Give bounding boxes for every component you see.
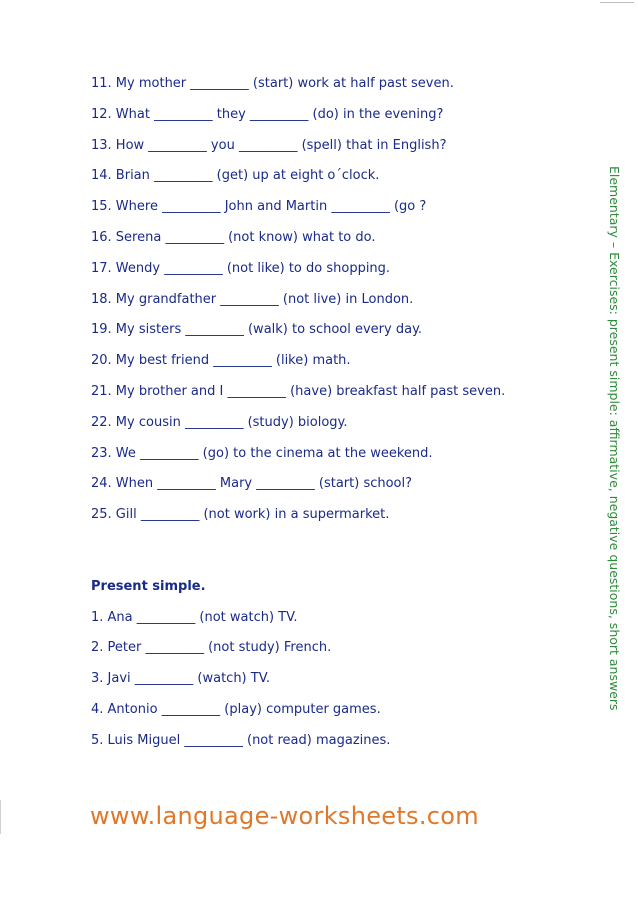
exercise-line: 14. Brian _________ (get) up at eight o´clock. [91, 168, 380, 184]
exercise-line: 17. Wendy _________ (not like) to do shopping. [91, 260, 391, 276]
exercise-line: 5. Luis Miguel _________ (not read) magazines. [91, 732, 391, 748]
exercise-line: 23. We _________ (go) to the cinema at the weekend. [91, 445, 433, 461]
exercise-line: 11. My mother _________ (start) work at half past seven. [91, 76, 454, 91]
side-title-container [593, 166, 623, 726]
exercise-line: 24. When _________ Mary _________ (start) school? [91, 476, 413, 492]
exercise-line: 13. How _________ you _________ (spell) that in English? [91, 137, 447, 153]
section-title: Present simple. [91, 578, 206, 594]
exercise-line: 16. Serena _________ (not know) what to do. [91, 229, 376, 245]
left-edge-mark [0, 800, 1, 834]
exercise-line: 3. Javi _________ (watch) TV. [91, 671, 271, 687]
exercise-line: 18. My grandfather _________ (not live) in London. [91, 291, 414, 307]
exercise-list [91, 74, 571, 762]
exercise-line: 22. My cousin _________ (study) biology. [91, 414, 348, 430]
side-title: Elementary – Exercises: present simple: affirmative, negative questions, short answers [607, 166, 622, 711]
exercise-line: 21. My brother and I _________ (have) breakfast half past seven. [91, 383, 506, 399]
section-spacer [91, 536, 571, 577]
exercise-line: 12. What _________ they _________ (do) in the evening? [91, 106, 444, 122]
exercise-line: 19. My sisters _________ (walk) to school every day. [91, 322, 423, 338]
exercise-line: 1. Ana _________ (not watch) TV. [91, 609, 298, 625]
exercise-line: 15. Where _________ John and Martin _________ (go ? [91, 199, 427, 215]
exercise-line: 2. Peter _________ (not study) French. [91, 640, 332, 656]
exercise-line: 4. Antonio _________ (play) computer games. [91, 701, 381, 717]
exercise-line: 25. Gill _________ (not work) in a supermarket. [91, 507, 390, 523]
footer-website-link[interactable]: www.language-worksheets.com [90, 802, 479, 830]
top-divider [600, 2, 634, 3]
exercise-line: 20. My best friend _________ (like) math. [91, 353, 351, 369]
